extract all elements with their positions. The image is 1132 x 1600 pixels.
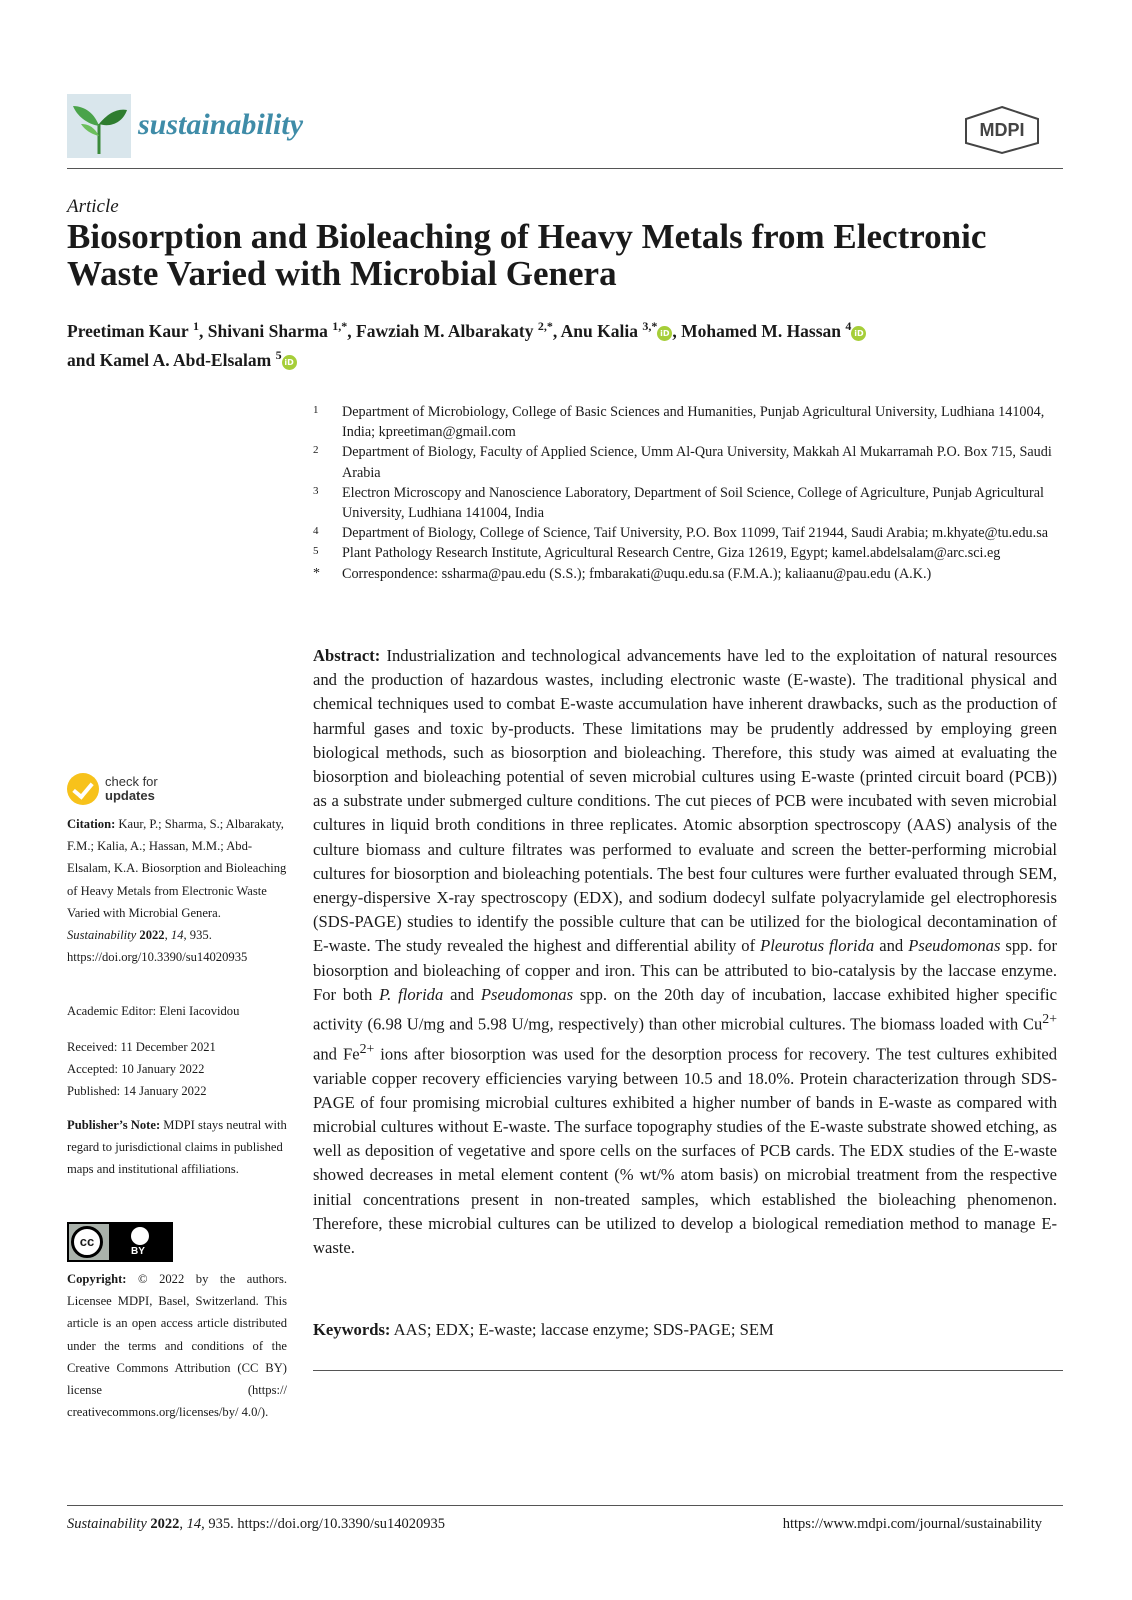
dates <box>67 1036 287 1103</box>
author: Mohamed M. Hassan <box>681 320 842 341</box>
author-affil: 1,* <box>332 319 348 333</box>
abstract-text: spp. for biosorption and bioleaching of copper and iron. This can be attributed to bio-catalysis by the laccase enzyme. For both <box>313 936 1057 1004</box>
abstract-text: and <box>443 984 481 1004</box>
cc-by-license-icon[interactable] <box>67 1222 173 1262</box>
abstract-text: and <box>874 936 909 956</box>
copyright-label: Copyright: <box>67 1272 127 1286</box>
author: Preetiman Kaur <box>67 320 189 341</box>
author-affil: 4 <box>845 319 852 333</box>
journal-logo <box>67 94 131 158</box>
species-name: Pseudomonas <box>480 984 574 1004</box>
footer-year: 2022 <box>146 1516 180 1532</box>
citation: Citation: Kaur, P.; Sharma, S.; Albarakaty, F.M.; Kalia, A.; Hassan, M.M.; Abd-Elsalam, K.A. Biosorption and Bioleaching of Heavy Metals from Electronic Waste Varied with Microbial Genera. Sustainability 2022, 14, 935. https://doi.org/10.3390/su14020935 <box>67 817 287 965</box>
abstract-text: Industrialization and technological advancements have led to the exploitation of natural resources and the production of hazardous wastes, including electronic waste (E-waste). The traditional physical and chemical techniques used to combat E-waste accumulation have inherent drawbacks, such as the production of harmful gases and toxic by-products. These limitations may be prudently addressed by employing green biological methods, such as biosorption and bioleaching. Therefore, this study was aimed at evaluating the biosorption and bioleaching potential of seven microbial cultures using E-waste (printed circuit board (PCB)) as a substrate under submerged culture conditions. The cut pieces of PCB were incubated with seven microbial cultures in liquid broth conditions in three replicates. Atomic absorption spectroscopy (AAS) analysis of the culture biomass and culture filtrates was performed to evaluate and screen the better-performing microbial cultures for biosorption and bioleaching potentials. The best four cultures were further evaluated through SEM, energy-dispersive X-ray spectroscopy (EDX), and sodium dodecyl sulfate polyacrylamide gel electrophoresis (SDS-PAGE) studies to identify the possible culture that can be utilized for the biological decontamination of E-waste. The study revealed the highest and differential ability of <box>313 646 1057 956</box>
correspondence <box>313 564 1053 584</box>
abstract-text: and Fe <box>313 1044 360 1064</box>
affiliation-item <box>313 402 1053 442</box>
species-name: P. florida <box>379 984 444 1004</box>
citation-label: Citation: <box>67 817 116 831</box>
leaf-icon <box>67 94 131 158</box>
mdpi-logo <box>962 105 1042 155</box>
copyright-text: © 2022 by the authors. Licensee MDPI, Basel, Switzerland. This article is an open access article distributed under the terms and conditions of the Creative Commons Attribution (CC BY) license (https:// creativecommons.org/licenses/by/ 4.0/). <box>67 1272 287 1420</box>
check-updates-label: updates <box>105 788 155 803</box>
author: Anu Kalia <box>560 320 638 341</box>
affiliation-text: Electron Microscopy and Nanoscience Laboratory, Department of Soil Science, College of Agriculture, Punjab Agricultural University, Ludhiana 141004, India <box>342 484 1044 522</box>
footer-doi[interactable]: , 935. https://doi.org/10.3390/su14020935 <box>201 1516 445 1532</box>
by-block <box>109 1224 171 1260</box>
keywords-label: Keywords: <box>313 1320 391 1339</box>
affiliation-number: 2 <box>313 444 319 457</box>
publishers-note <box>67 1114 287 1181</box>
abstract-text: spp. on the 20th day of incubation, laccase exhibited higher specific activity (6.98 U/mg and 5.98 U/mg, respectively) than other microbial cultures. The biomass loaded with Cu <box>313 984 1057 1034</box>
affiliation-text: Department of Biology, Faculty of Applied Science, Umm Al-Qura University, Makkah Al Mukarramah P.O. Box 715, Saudi Arabia <box>342 444 1052 481</box>
copyright <box>67 1268 287 1423</box>
affiliation-item <box>313 543 1053 563</box>
check-icon <box>67 773 99 805</box>
person-icon <box>131 1227 149 1245</box>
affiliation-text: Plant Pathology Research Institute, Agricultural Research Centre, Giza 12619, Egypt; kamel.abdelsalam@arc.sci.eg <box>342 545 1001 562</box>
species-name: Pseudomonas <box>908 936 1001 956</box>
orcid-icon[interactable]: iD <box>657 326 672 341</box>
affiliation-number: 1 <box>313 404 319 416</box>
citation-journal: Sustainability <box>67 928 137 943</box>
journal-name: sustainability <box>138 108 304 141</box>
affiliation-number: 5 <box>313 545 319 558</box>
check-updates-label: check for <box>105 774 158 789</box>
keywords-text: AAS; EDX; E-waste; laccase enzyme; SDS-PAGE; SEM <box>390 1320 774 1339</box>
pubnote-text: MDPI stays neutral with regard to jurisdictional claims in published maps and institutional affiliations. <box>67 1118 287 1177</box>
abstract <box>313 644 1057 1260</box>
citation-volume: 14 <box>170 928 184 943</box>
affiliation-item <box>313 483 1053 523</box>
footer-citation: Sustainability 2022, 14, 935. https://doi.org/10.3390/su14020935 <box>67 1516 445 1532</box>
affiliations <box>313 402 1053 584</box>
published-date: Published: 14 January 2022 <box>67 1084 207 1099</box>
affiliation-text: Department of Biology, College of Science, Taif University, P.O. Box 11099, Taif 21944, Saudi Arabia; m.khyate@tu.edu.sa <box>342 525 1049 542</box>
publisher-name: MDPI <box>979 120 1025 140</box>
abstract-text: ions after biosorption was used for the desorption process for recovery. The test cultures exhibited variable copper recovery efficiencies varying between 10.5 and 18.0%. Protein characterization through SDS-PAGE of four promising microbial cultures exhibited a higher number of bands in E-waste as compared with microbial cultures without E-waste. The surface topography studies of the E-waste substrate showed etching, as well as deposition of vegetative and spore cells on the surfaces of PCB cards. The EDX studies of the E-waste showed decreases in metal element content (% wt/% atom basis) on microbial treatment from the respective initial concentrations present in non-treated samples, which established the bioleaching phenomenon. Therefore, these microbial cultures can be utilized to develop a biological remediation method to manage E-waste. <box>313 1044 1057 1257</box>
keywords-divider <box>313 1370 1063 1371</box>
correspondence-text: Correspondence: ssharma@pau.edu (S.S.); fmbarakati@uqu.edu.sa (F.M.A.); kaliaanu@pau.edu (A.K.) <box>342 565 932 582</box>
pubnote-label: Publisher’s Note: <box>67 1118 161 1132</box>
species-name: Pleurotus florida <box>760 936 875 956</box>
author-list: Preetiman Kaur $^1$, Shivani Sharma $^{1,*}$, Fawziah M. Albarakaty $^{2,*}$, Anu Kalia $^{3,*}$iD , Mohamed M. Hassan $^4$iD and Kamel A. Abd-Elsalam $^5$iD <box>67 314 1067 372</box>
affiliation-text: Department of Microbiology, College of Basic Sciences and Humanities, Punjab Agricultural University, Ludhiana 141004, India; kpreetiman@gmail.com <box>342 404 1045 441</box>
footer-volume: 14 <box>186 1516 202 1532</box>
header-divider <box>67 168 1063 169</box>
author-affil: 1 <box>193 319 200 333</box>
cc-icon: cc <box>71 1226 103 1258</box>
ion-charge: 2+ <box>359 1040 375 1056</box>
footer-divider <box>67 1505 1063 1506</box>
author: Kamel A. Abd-Elsalam <box>99 349 272 370</box>
by-label: BY <box>131 1246 145 1257</box>
academic-editor: Academic Editor: Eleni Iacovidou <box>67 1004 240 1018</box>
author: Shivani Sharma <box>207 320 328 341</box>
received-date: Received: 11 December 2021 <box>67 1040 216 1054</box>
keywords <box>313 1320 1057 1340</box>
footer-url[interactable]: https://www.mdpi.com/journal/sustainability <box>782 1516 1042 1532</box>
citation-text: Kaur, P.; Sharma, S.; Albarakaty, F.M.; Kalia, A.; Hassan, M.M.; Abd-Elsalam, K.A. Biosorption and Bioleaching of Heavy Metals from Electronic Waste Varied with Microbial Genera. <box>67 817 287 920</box>
article-type: Article <box>67 196 119 217</box>
ion-charge: 2+ <box>1042 1011 1057 1027</box>
orcid-icon[interactable]: iD <box>851 326 866 341</box>
affiliation-number: 4 <box>313 525 319 538</box>
author: Fawziah M. Albarakaty <box>356 320 534 341</box>
footer-journal: Sustainability <box>67 1516 147 1532</box>
check-for-updates-button[interactable] <box>67 773 227 813</box>
author-affil: 5 <box>275 347 282 362</box>
abstract-label: Abstract: <box>313 646 381 665</box>
accepted-date: Accepted: 10 January 2022 <box>67 1062 205 1077</box>
citation-year: 2022 <box>136 928 165 943</box>
article-title: Biosorption and Bioleaching of Heavy Metals from Electronic Waste Varied with Microbial Genera <box>67 217 987 293</box>
orcid-icon[interactable]: iD <box>282 355 297 370</box>
citation-doi[interactable]: , 935. https://doi.org/10.3390/su14020935 <box>67 928 248 965</box>
author-affil: 3,* <box>642 319 658 333</box>
author-affil: 2,* <box>537 319 553 333</box>
affiliation-item <box>313 442 1053 482</box>
affiliation-number: 3 <box>313 484 319 497</box>
affiliation-item <box>313 523 1053 543</box>
correspondence-mark: * <box>313 565 320 581</box>
